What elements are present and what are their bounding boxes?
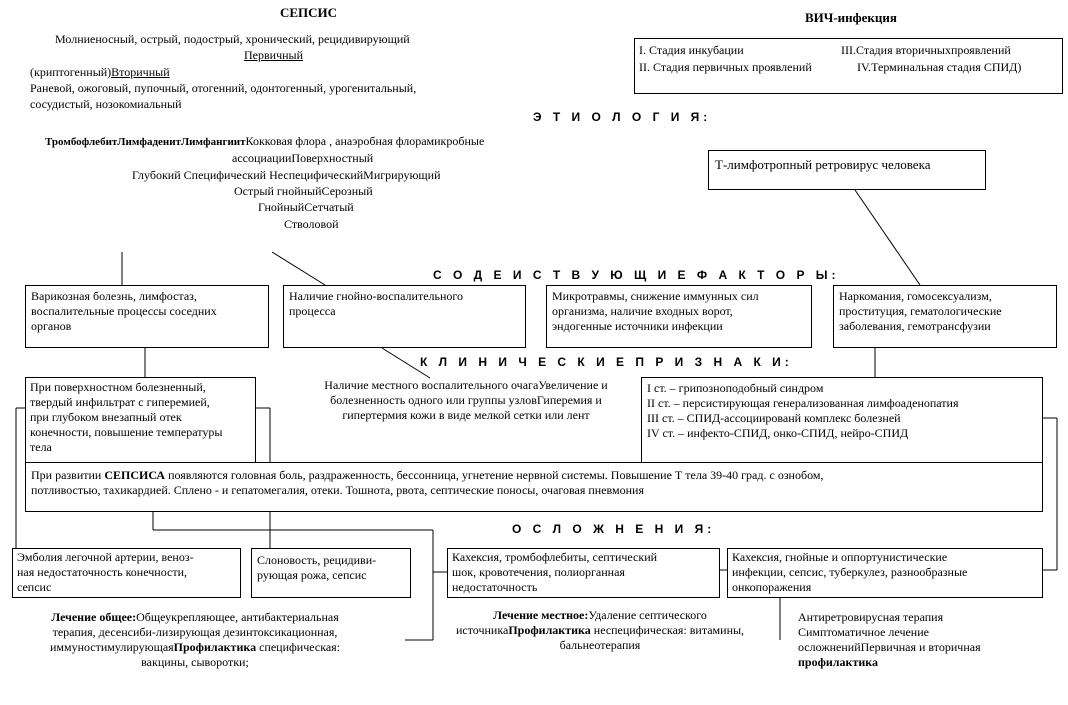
- complication-text: шок, кровотечения, полиорганная: [452, 565, 625, 579]
- etiology-diseases: ТромбофлебитЛимфаденитЛимфангиит: [45, 136, 246, 148]
- clinical-heading: К Л И Н И Ч Е С К И Е П Р И З Н А К И:: [420, 355, 793, 369]
- sepsis-types-line2: сосудистый, нозокомиальный: [30, 97, 182, 111]
- factor-text: проституция, гематологические: [839, 304, 1002, 318]
- treatment-hiv-line4: профилактика: [798, 655, 878, 669]
- complication-text: Кахексия, гнойные и оппортунистические: [732, 550, 948, 564]
- factor-text: воспалительные процессы соседних: [31, 304, 217, 318]
- factor-text: организма, наличие входных ворот,: [552, 304, 733, 318]
- treatment-general-line4: вакцины, сыворотки;: [141, 655, 249, 669]
- connector-line: [855, 190, 920, 285]
- sepsis-symptoms-line1: [31, 468, 1037, 483]
- sepsis-forms: Молниеносный, острый, подострый, хронический, рецидивирующий: [55, 32, 410, 46]
- factor-box-3: [546, 285, 812, 348]
- treatment-general-line1: [20, 610, 370, 625]
- factor-text: процесса: [289, 304, 336, 318]
- clinical-middle: [296, 378, 636, 423]
- hiv-stage-2: II. Стадия первичных проявлений: [639, 60, 812, 74]
- sepsis-cryptogenic-label: (криптогенный): [30, 65, 112, 79]
- factor-box-1: [25, 285, 269, 348]
- sepsis-title: СЕПСИС: [280, 5, 338, 20]
- hiv-stages-box: [634, 38, 1063, 94]
- treatment-hiv-line1: Антиретровирусная терапия: [798, 610, 944, 624]
- complication-box-1: [12, 548, 241, 598]
- factor-text: эндогенные источники инфекции: [552, 319, 723, 333]
- factor-box-4: [833, 285, 1057, 348]
- treatment-local-label: Лечение местное:: [493, 608, 589, 622]
- sepsis-symptoms-pre: При развитии: [31, 468, 105, 482]
- treatment-local-line1: [440, 608, 760, 623]
- complication-text: сепсис: [17, 580, 52, 594]
- factor-text: Наркомания, гомосексуализм,: [839, 289, 992, 303]
- hiv-stage-1: I. Стадия инкубации: [639, 43, 744, 57]
- treatment-general-line3: [20, 640, 370, 655]
- clinical-text: II ст. – персистирующая генерализованная лимфоаденопатия: [647, 396, 959, 410]
- complication-box-3: [447, 548, 720, 598]
- complication-box-4: [727, 548, 1043, 598]
- treatment-hiv-line3: осложненийПервичная и вторичная: [798, 640, 981, 654]
- hiv-stage-4: IV.Терминальная стадия СПИД): [857, 60, 1022, 74]
- etiology-line4: Острый гнойныйСерозный: [234, 184, 373, 198]
- etiology-line1: [45, 134, 484, 150]
- factor-text: Наличие гнойно-воспалительного: [289, 289, 464, 303]
- factor-text: Микротравмы, снижение иммунных сил: [552, 289, 759, 303]
- sepsis-types-line1: Раневой, ожоговый, пупочный, отогенний, одонтогенный, урогенитальный,: [30, 81, 417, 95]
- etiology-flora: Кокковая флора , анаэробная флорамикробные: [245, 134, 485, 148]
- clinical-text: тела: [30, 440, 52, 454]
- treatment-general-text: специфическая:: [256, 640, 341, 654]
- treatment-hiv-line2: Симптоматичное лечение: [798, 625, 929, 639]
- clinical-text: при глубоком внезапный отек: [30, 410, 182, 424]
- complication-text: Слоновость, рецидиви-: [257, 553, 377, 567]
- complication-text: инфекции, сепсис, туберкулез, разнообразные: [732, 565, 968, 579]
- sepsis-primary: Первичный: [244, 48, 304, 62]
- factor-text: заболевания, гемотрансфузии: [839, 319, 991, 333]
- treatment-general: [20, 610, 370, 670]
- clinical-text: твердый инфильтрат с гиперемией,: [30, 395, 210, 409]
- treatment-general-line2: терапия, десенсиби-лизирующая дезинтоксикационная,: [52, 625, 338, 639]
- complications-heading: О С Л О Ж Н Е Н И Я:: [512, 522, 716, 536]
- treatment-local-text: Удаление септического: [588, 608, 707, 622]
- clinical-text: III ст. – СПИД-ассоциированй комплекс болезней: [647, 411, 901, 425]
- treatment-local: [440, 608, 760, 653]
- hiv-title: ВИЧ-инфекция: [805, 10, 897, 25]
- treatment-general-text: иммуностимулирующая: [49, 640, 174, 654]
- prophylaxis-label: Профилактика: [173, 640, 257, 654]
- hiv-etiology-box: [708, 150, 986, 190]
- complication-text: ная недостаточность конечности,: [17, 565, 187, 579]
- etiology-heading: Э Т И О Л О Г И Я:: [533, 110, 712, 124]
- clinical-text: IV ст. – инфекто-СПИД, онко-СПИД, нейро-СПИД: [647, 426, 909, 440]
- clinical-middle-line: болезненность одного или группы узловГиперемия и: [330, 393, 602, 407]
- complication-box-2: [251, 548, 411, 598]
- clinical-text: При поверхностном болезненный,: [30, 380, 206, 394]
- etiology-line3: Глубокий Специфический НеспецифическийМигрирующий: [132, 168, 441, 182]
- factors-heading: С О Д Е И С Т В У Ю Щ И Е Ф А К Т О Р Ы:: [433, 268, 840, 282]
- hiv-stage-3: III.Стадия вторичныхпроявлений: [841, 43, 1011, 57]
- treatment-local-text: неспецифическая: витамины,: [590, 623, 745, 637]
- etiology-line2: ассоциацииПоверхностный: [232, 151, 374, 165]
- clinical-box-1: [25, 377, 256, 463]
- prophylaxis-label: Профилактика: [508, 623, 591, 637]
- factor-box-2: [283, 285, 526, 348]
- clinical-text: I ст. – грипозноподобный синдром: [647, 381, 824, 395]
- treatment-local-line3: бальнеотерапия: [559, 638, 641, 652]
- treatment-general-label: Лечение общее:: [51, 610, 137, 624]
- treatment-local-line2: [440, 623, 760, 638]
- clinical-box-3: [641, 377, 1043, 463]
- etiology-line5: ГнойныйСетчатый: [258, 200, 354, 214]
- complication-text: Кахексия, тромбофлебиты, септический: [452, 550, 658, 564]
- complication-text: Эмболия легочной артерии, веноз-: [17, 550, 194, 564]
- factor-text: Варикозная болезнь, лимфостаз,: [31, 289, 197, 303]
- clinical-middle-line: Наличие местного воспалительного очагаУвеличение и: [324, 378, 608, 392]
- connector-line: [272, 252, 325, 285]
- sepsis-symptoms-line2: потливостью, тахикардией. Сплено - и гепатомегалия, отеки. Тошнота, рвота, септические поносы, очаговая пневмония: [31, 483, 644, 497]
- sepsis-secondary: Вторичный: [111, 65, 170, 79]
- sepsis-symptoms-rest: появляются головная боль, раздраженность, бессонница, угнетение нервной системы. Повышение Т тела 39-40 град. с ознобом,: [165, 468, 824, 482]
- clinical-text: конечности, повышение температуры: [30, 425, 223, 439]
- treatment-hiv: [798, 610, 981, 670]
- clinical-middle-line: гипертермия кожи в виде мелкой сетки или лент: [342, 408, 590, 422]
- treatment-local-text: источника: [455, 623, 509, 637]
- complication-text: рующая рожа, сепсис: [257, 568, 367, 582]
- hiv-etiology-text: Т-лимфотропный ретровирус человека: [715, 157, 931, 172]
- complication-text: недостаточность: [452, 580, 538, 594]
- etiology-line6: Стволовой: [284, 217, 339, 231]
- factor-text: органов: [31, 319, 72, 333]
- sepsis-symptoms-box: [25, 462, 1043, 512]
- sepsis-cryptogenic: [30, 65, 170, 80]
- sepsis-symptoms-bold: СЕПСИСА: [104, 468, 166, 482]
- treatment-general-text: Общеукрепляющее, антибактериальная: [136, 610, 339, 624]
- complication-text: онкопоражения: [732, 580, 812, 594]
